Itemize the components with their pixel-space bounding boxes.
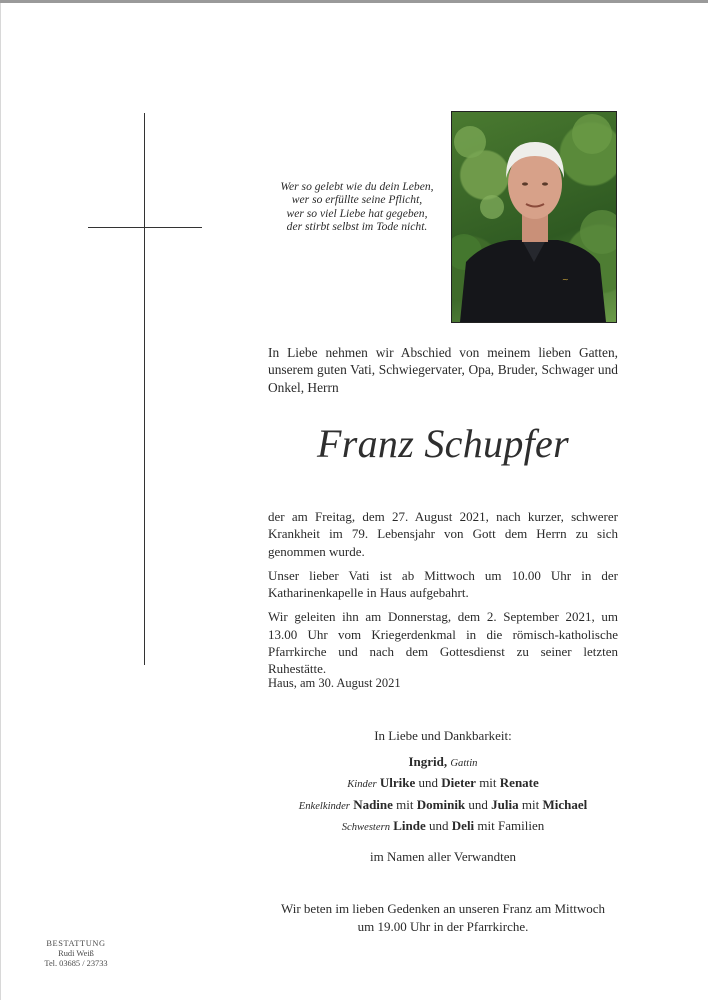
with-families: mit Familien	[477, 818, 545, 833]
cross-icon-vertical	[144, 113, 145, 665]
grandchildren-line	[268, 795, 618, 817]
mourners-list	[268, 726, 618, 866]
wife-line	[268, 752, 618, 774]
sister-name: Deli	[451, 818, 475, 833]
connector: und	[429, 818, 449, 833]
connector: mit	[479, 775, 497, 790]
sister-name: Linde	[393, 818, 426, 833]
announcement-body	[268, 508, 618, 685]
connector: und	[418, 775, 439, 790]
grandchild-name: Dominik	[416, 796, 466, 812]
wife-name: Ingrid,	[408, 753, 448, 769]
child-name: Renate	[499, 775, 539, 790]
children-line	[268, 773, 618, 795]
relatives-line: im Namen aller Verwandten	[370, 848, 516, 864]
children-role: Kinder	[347, 779, 377, 790]
undertaker-imprint	[30, 939, 122, 970]
connector: und	[468, 796, 488, 812]
poem-line: wer so viel Liebe hat gegeben,	[286, 206, 428, 220]
prayer-line: um 19.00 Uhr in der Pfarrkirche.	[357, 918, 529, 934]
prayer-line: Wir beten im lieben Gedenken an unseren Franz am Mittwoch	[280, 901, 605, 916]
intro-text: In Liebe nehmen wir Abschied von meinem lieben Gatten, unserem guten Vati, Schwiegervater, Opa, Bruder, Schwager und Onkel, Herrn	[268, 345, 618, 395]
grandchild-name: Julia	[491, 796, 519, 812]
undertaker-owner: Rudi Weiß	[58, 949, 94, 959]
sisters-role: Schwestern	[341, 822, 391, 833]
undertaker-phone: Tel. 03685 / 23733	[44, 959, 108, 969]
mourners-heading: In Liebe und Dankbarkeit:	[374, 728, 512, 743]
scan-left-edge	[0, 3, 1, 1000]
undertaker-firm: BESTATTUNG	[46, 939, 106, 948]
portrait-photo	[451, 111, 617, 323]
funeral-paragraph: Wir geleiten ihn am Donnerstag, dem 2. September 2021, um 13.00 Uhr vom Kriegerdenkmal in die römisch-katholische Pfarrkirche und nach dem Gottesdienst zu seiner letzten Ruhestätte.	[268, 609, 618, 677]
poem-line: der stirbt selbst im Tode nicht.	[286, 220, 428, 234]
poem-line: Wer so gelebt wie du dein Leben,	[280, 180, 434, 193]
wife-role: Gattin	[450, 757, 478, 769]
prayer-notice	[258, 900, 628, 935]
child-name: Dieter	[441, 775, 476, 790]
grandchild-name: Nadine	[353, 796, 393, 812]
deceased-name: Franz Schupfer	[317, 421, 569, 466]
grandchildren-role: Enkelkinder	[298, 800, 350, 812]
grandchild-name: Michael	[542, 796, 588, 812]
memorial-poem	[262, 180, 452, 234]
child-name: Ulrike	[379, 775, 416, 790]
sisters-line	[268, 816, 618, 838]
svg-text:~: ~	[562, 275, 569, 284]
connector: mit	[396, 796, 414, 812]
viewing-paragraph: Unser lieber Vati ist ab Mittwoch um 10.00 Uhr in der Katharinenkapelle in Haus aufgebahrt.	[268, 567, 618, 601]
cross-icon-horizontal	[88, 227, 202, 228]
connector: mit	[521, 796, 540, 812]
scan-top-edge	[0, 0, 708, 3]
death-paragraph: der am Freitag, dem 27. August 2021, nach kurzer, schwerer Krankheit im 79. Lebensjahr von Gott dem Herrn zu sich genommen wurde.	[268, 509, 618, 559]
place-date: Haus, am 30. August 2021	[268, 676, 401, 690]
portrait-illustration	[452, 112, 616, 322]
poem-line: wer so erfüllte seine Pflicht,	[291, 193, 423, 207]
